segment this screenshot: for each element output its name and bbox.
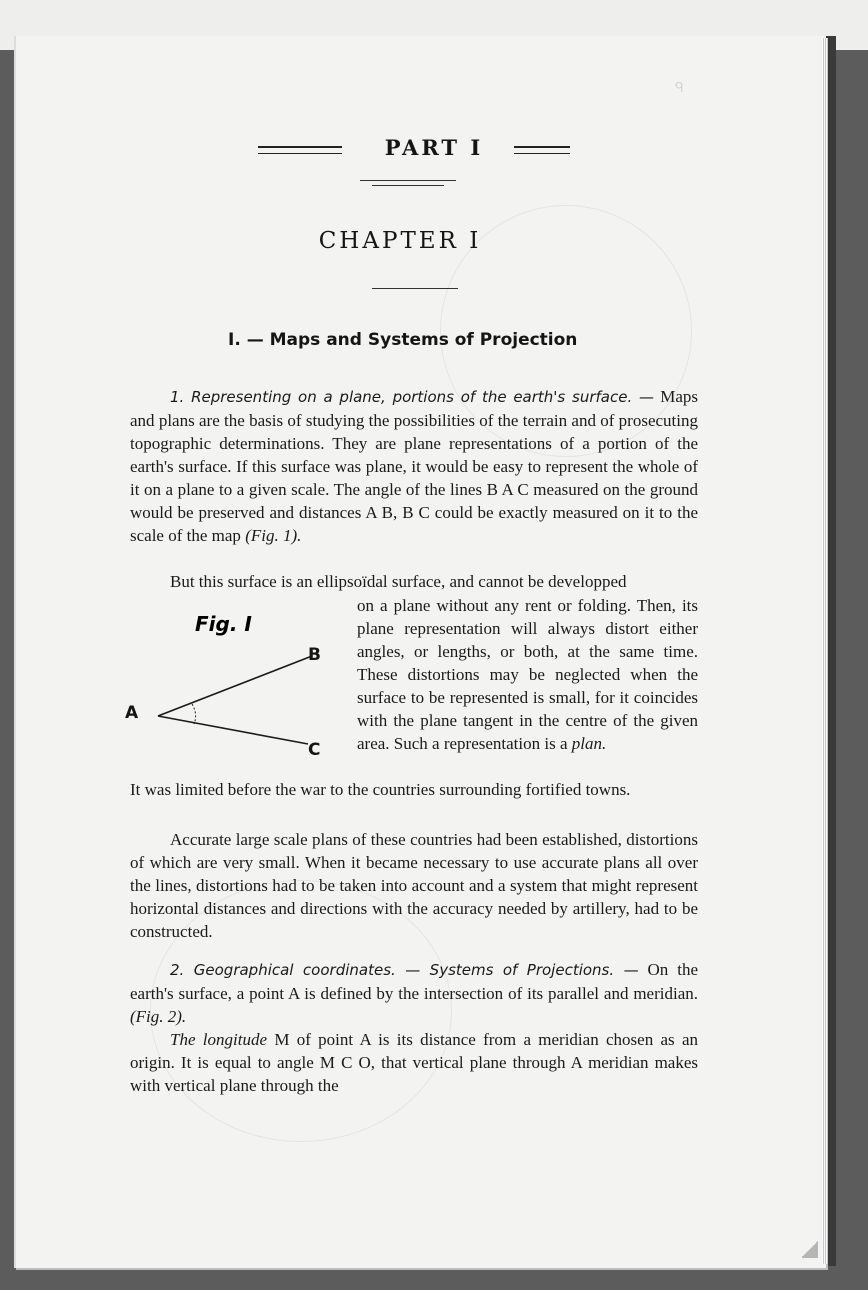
figure-1-point-a: A xyxy=(125,703,139,723)
paragraph-1-heading: 1. Representing on a plane, portions of the earth's surface. — xyxy=(170,388,654,406)
paragraph-2-lead xyxy=(130,570,698,593)
part-rule-left xyxy=(258,146,342,154)
paragraph-1-body: Maps and plans are the basis of studying the possibilities of the terrain and of prosecuting topographic determinations. They are plane representations of a portion of the earth's surface. If this surface was plane, it would be easy to represent the whole of it on a plane to a given scale. The angle of the lines B A C measured on the ground would be preserved and distances A B, B C could be exactly measured on it to the scale of the map xyxy=(130,387,699,545)
paragraph-2-tail xyxy=(130,778,698,801)
paragraph-2-side-text: on a plane without any rent or folding. Then, its plane representation will always distort either angles, or lengths, or both, at the same time. These distortions may be neglected when the surface to be represented is small, for it coincides with the plane tangent in the centre of the given area. Such a representation is a xyxy=(357,596,698,753)
part-title: PART I xyxy=(384,135,484,160)
figure-1-line-ac xyxy=(158,716,308,744)
figure-1-diagram xyxy=(150,640,320,760)
figure-1-point-c: C xyxy=(308,740,321,760)
page-stack-edge xyxy=(822,38,828,1264)
paragraph-2-tail-text: It was limited before the war to the countries surrounding fortified towns. xyxy=(130,780,631,799)
paragraph-3 xyxy=(130,828,698,943)
paragraph-5-term: The longitude xyxy=(170,1030,268,1049)
paragraph-2-plan-term: plan. xyxy=(571,734,607,753)
paragraph-2-side xyxy=(357,594,698,755)
paragraph-4-body: On the earth's surface, a point A is defined by the intersection of its parallel and meridian. xyxy=(130,960,699,1003)
paragraph-1 xyxy=(130,385,698,547)
paragraph-1-figure-ref: (Fig. 1). xyxy=(245,526,302,545)
chapter-underline xyxy=(372,288,458,289)
paragraph-5 xyxy=(130,1028,698,1097)
chapter-title: CHAPTER I xyxy=(318,228,482,254)
part-underline-2 xyxy=(372,185,444,186)
show-through-page-number: ᑫ xyxy=(675,80,684,96)
paragraph-3-text: Accurate large scale plans of these countries had been established, distortions of which are very small. When it became necessary to use accurate plans all over the lines, distortions had to be taken into account and a system that might represent horizontal distances and directions with the accuracy needed by artillery, had to be constructed. xyxy=(130,830,698,941)
figure-1-point-b: B xyxy=(308,645,321,665)
paragraph-4-figure-ref: (Fig. 2). xyxy=(130,1007,187,1026)
paragraph-5-body: M of point A is its distance from a meridian chosen as an origin. It is equal to angle M C O, that vertical plane through A meridian makes with vertical plane through the xyxy=(130,1030,698,1095)
paragraph-2-lead-text: But this surface is an ellipsoïdal surface, and cannot be developped xyxy=(170,572,627,591)
part-underline xyxy=(360,180,456,181)
figure-1-angle-arc xyxy=(192,704,196,724)
page-corner-fold xyxy=(802,1240,818,1258)
figure-1-label: Fig. I xyxy=(195,612,252,636)
part-rule-right xyxy=(514,146,570,154)
section-title: I. — Maps and Systems of Projection xyxy=(228,330,578,350)
paragraph-4-heading: 2. Geographical coordinates. — Systems of Projections. — xyxy=(170,961,639,979)
paragraph-4 xyxy=(130,958,698,1028)
figure-1-line-ab xyxy=(158,656,312,716)
